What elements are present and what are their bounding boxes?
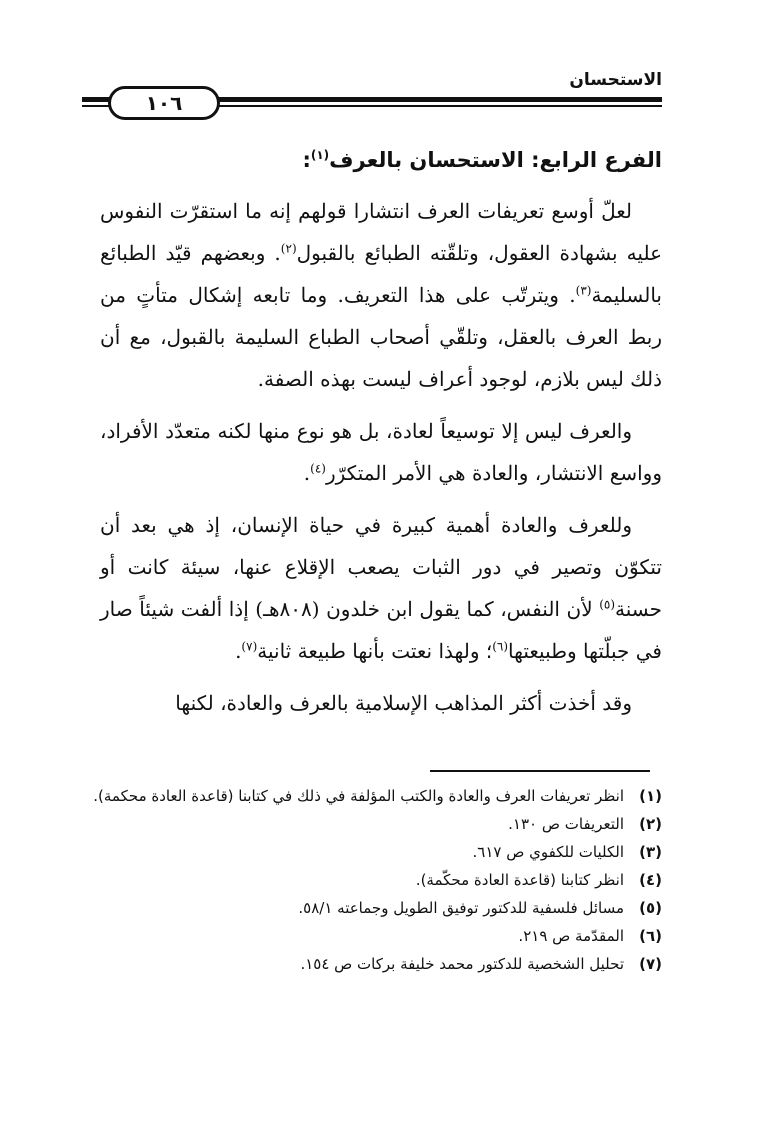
running-title: الاستحسان	[569, 70, 662, 90]
footnote-ref: (٧)	[241, 639, 258, 654]
paragraph	[100, 410, 662, 494]
footnote-separator	[430, 770, 650, 772]
page-number: ١٠٦	[108, 86, 220, 120]
footnote	[90, 810, 662, 838]
paragraph-text: والعرف ليس إلا توسيعاً لعادة، بل هو نوع منها لكنه متعدّد الأفراد، وواسع الانتشار، والعادة هي الأمر المتكرّر	[100, 419, 662, 485]
footnote-ref: (٦)	[492, 639, 509, 654]
section-heading-text: الفرع الرابع: الاستحسان بالعرف	[329, 148, 662, 172]
paragraph-text: لأن النفس، كما يقول ابن خلدون (٨٠٨هـ) إذا ألفت شيئاً صار في جبلّتها وطبيعتها	[100, 597, 662, 663]
footnote-ref: (٥)	[599, 597, 616, 612]
footnote	[90, 922, 662, 950]
paragraph-text: لعلّ أوسع تعريفات العرف انتشارا قولهم إنه ما استقرّت النفوس عليه بشهادة العقول، وتلقّته الطبائع بالقبول	[100, 199, 662, 265]
paragraph-text: ؛ ولهذا نعتت بأنها طبيعة ثانية	[257, 639, 493, 663]
footnote	[90, 866, 662, 894]
footnote	[90, 838, 662, 866]
paragraph-text: وللعرف والعادة أهمية كبيرة في حياة الإنسان، إذ هي بعد أن تتكوّن وتصير في دور الثبات يصعب الإقلاع عنها، سيئة كانت أو حسنة	[100, 513, 662, 621]
section-heading	[100, 140, 662, 180]
footnote-number: (٦)	[639, 927, 662, 945]
paragraph-text: .	[235, 639, 242, 663]
paragraph-text: . ويترتّب على هذا التعريف. وما تابعه إشكال متأتٍ من ربط العرف بالعقل، وتلقّي أصحاب الطباع السليمة بالقبول، مع أن ذلك ليس بلازم، لوجود أعراف ليست بهذه الصفة.	[100, 283, 662, 391]
paragraph-text: .	[303, 461, 311, 485]
footnote-ref: (١)	[310, 148, 330, 162]
paragraph	[100, 190, 662, 400]
paragraph	[100, 504, 662, 672]
footnotes	[90, 782, 662, 978]
body-text	[100, 190, 662, 734]
footnote-text: مسائل فلسفية للدكتور توفيق الطويل وجماعته ٥٨/١.	[298, 899, 624, 917]
footnote-text: تحليل الشخصية للدكتور محمد خليفة بركات ص ١٥٤.	[300, 955, 624, 973]
footnote-number: (٣)	[639, 843, 662, 861]
footnote-number: (١)	[639, 787, 662, 805]
footnote	[90, 782, 662, 810]
footnote-ref: (٤)	[310, 461, 326, 476]
paragraph-text: . وبعضهم قيّد الطبائع بالسليمة	[100, 241, 662, 307]
footnote	[90, 950, 662, 978]
section-heading-colon: :	[302, 148, 311, 172]
footnote-number: (٢)	[639, 815, 662, 833]
footnote-number: (٤)	[639, 871, 662, 889]
footnote-text: الكليات للكفوي ص ٦١٧.	[472, 843, 624, 861]
paragraph-text: وقد أخذت أكثر المذاهب الإسلامية بالعرف والعادة، لكنها	[175, 691, 632, 715]
paragraph	[100, 682, 662, 724]
footnote-ref: (٢)	[280, 241, 297, 256]
footnote-ref: (٣)	[575, 283, 592, 298]
footnote-text: انظر تعريفات العرف والعادة والكتب المؤلفة في ذلك في كتابنا (قاعدة العادة محكمة).	[93, 787, 624, 805]
footnote	[90, 894, 662, 922]
footnote-number: (٥)	[639, 899, 662, 917]
footnote-number: (٧)	[639, 955, 662, 973]
footnote-text: انظر كتابنا (قاعدة العادة محكّمة).	[415, 871, 624, 889]
footnote-text: المقدّمة ص ٢١٩.	[518, 927, 624, 945]
footnote-text: التعريفات ص ١٣٠.	[508, 815, 624, 833]
